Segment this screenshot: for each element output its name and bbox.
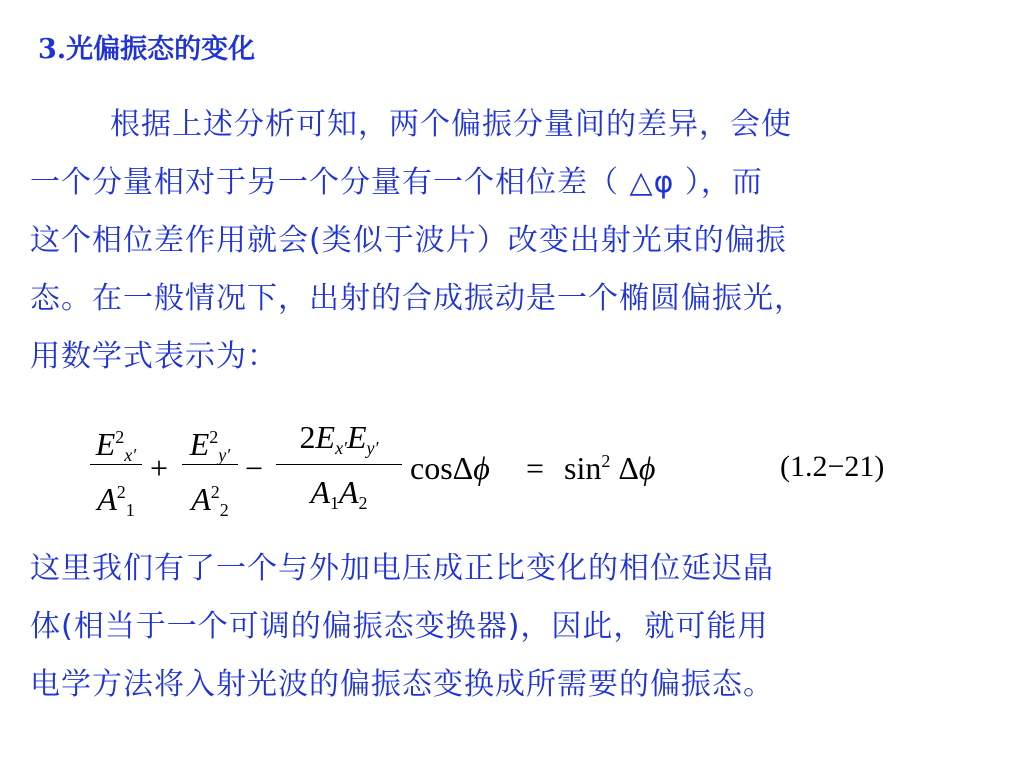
section-heading: 3.光偏振态的变化 [38,34,256,65]
exponent: 2 [210,482,220,502]
text-line: 根据上述分析可知，两个偏振分量间的差异，会使 [110,107,792,142]
symbol-a: A [339,474,359,510]
symbol-a: A [97,481,117,517]
coefficient: 2 [299,419,316,455]
text-line: 用数学式表示为： [30,339,278,374]
text-line: 这里我们有了一个与外加电压成正比变化的相位延迟晶 [30,551,774,586]
plus-sign: + [150,450,169,486]
equals-sign: = [526,450,545,486]
symbol-a: A [310,474,330,510]
text-line: 体(相当于一个可调的偏振态变换器)，因此，就可能用 [30,609,769,644]
subscript: x′ [124,445,137,465]
exponent: 2 [115,427,125,447]
symbol-e: E [315,419,336,455]
symbol-a: A [191,481,211,517]
fraction-bar [276,464,402,465]
fraction-ex-over-a1 [90,412,142,520]
text-line: 电学方法将入射光波的偏振态变换成所需要的偏振态。 [30,667,774,702]
fraction-2exey-over-a1a2 [276,412,402,517]
ellipse-equation [90,412,990,532]
paragraph-intro [30,96,1020,386]
subscript: 2 [219,500,229,520]
subscript: 1 [330,493,339,513]
exponent: 2 [116,482,126,502]
paragraph-conclusion [30,540,1020,714]
exponent: 2 [209,427,219,447]
cos-delta-phi: cosΔϕ [410,450,490,486]
subscript: y′ [366,438,379,458]
sin-squared-delta-phi: $\sin^2 \Delta\phi$ [564,450,656,486]
symbol-e: E [189,426,210,462]
symbol-e: E [347,419,367,455]
minus-sign: − [245,450,264,486]
subscript: 1 [125,500,135,520]
subscript: y′ [218,445,231,465]
fraction-ey-over-a2 [182,412,238,520]
symbol-e: E [95,426,116,462]
text-line: 这个相位差作用就会(类似于波片）改变出射光束的偏振 [30,223,787,258]
equation-number: (1.2−21) [780,450,885,483]
subscript: 2 [358,493,368,513]
subscript: x′ [335,438,347,458]
text-line: 态。在一般情况下，出射的合成振动是一个椭圆偏振光， [30,281,805,316]
text-line: 一个分量相对于另一个分量有一个相位差（ △φ ），而 [30,165,763,200]
